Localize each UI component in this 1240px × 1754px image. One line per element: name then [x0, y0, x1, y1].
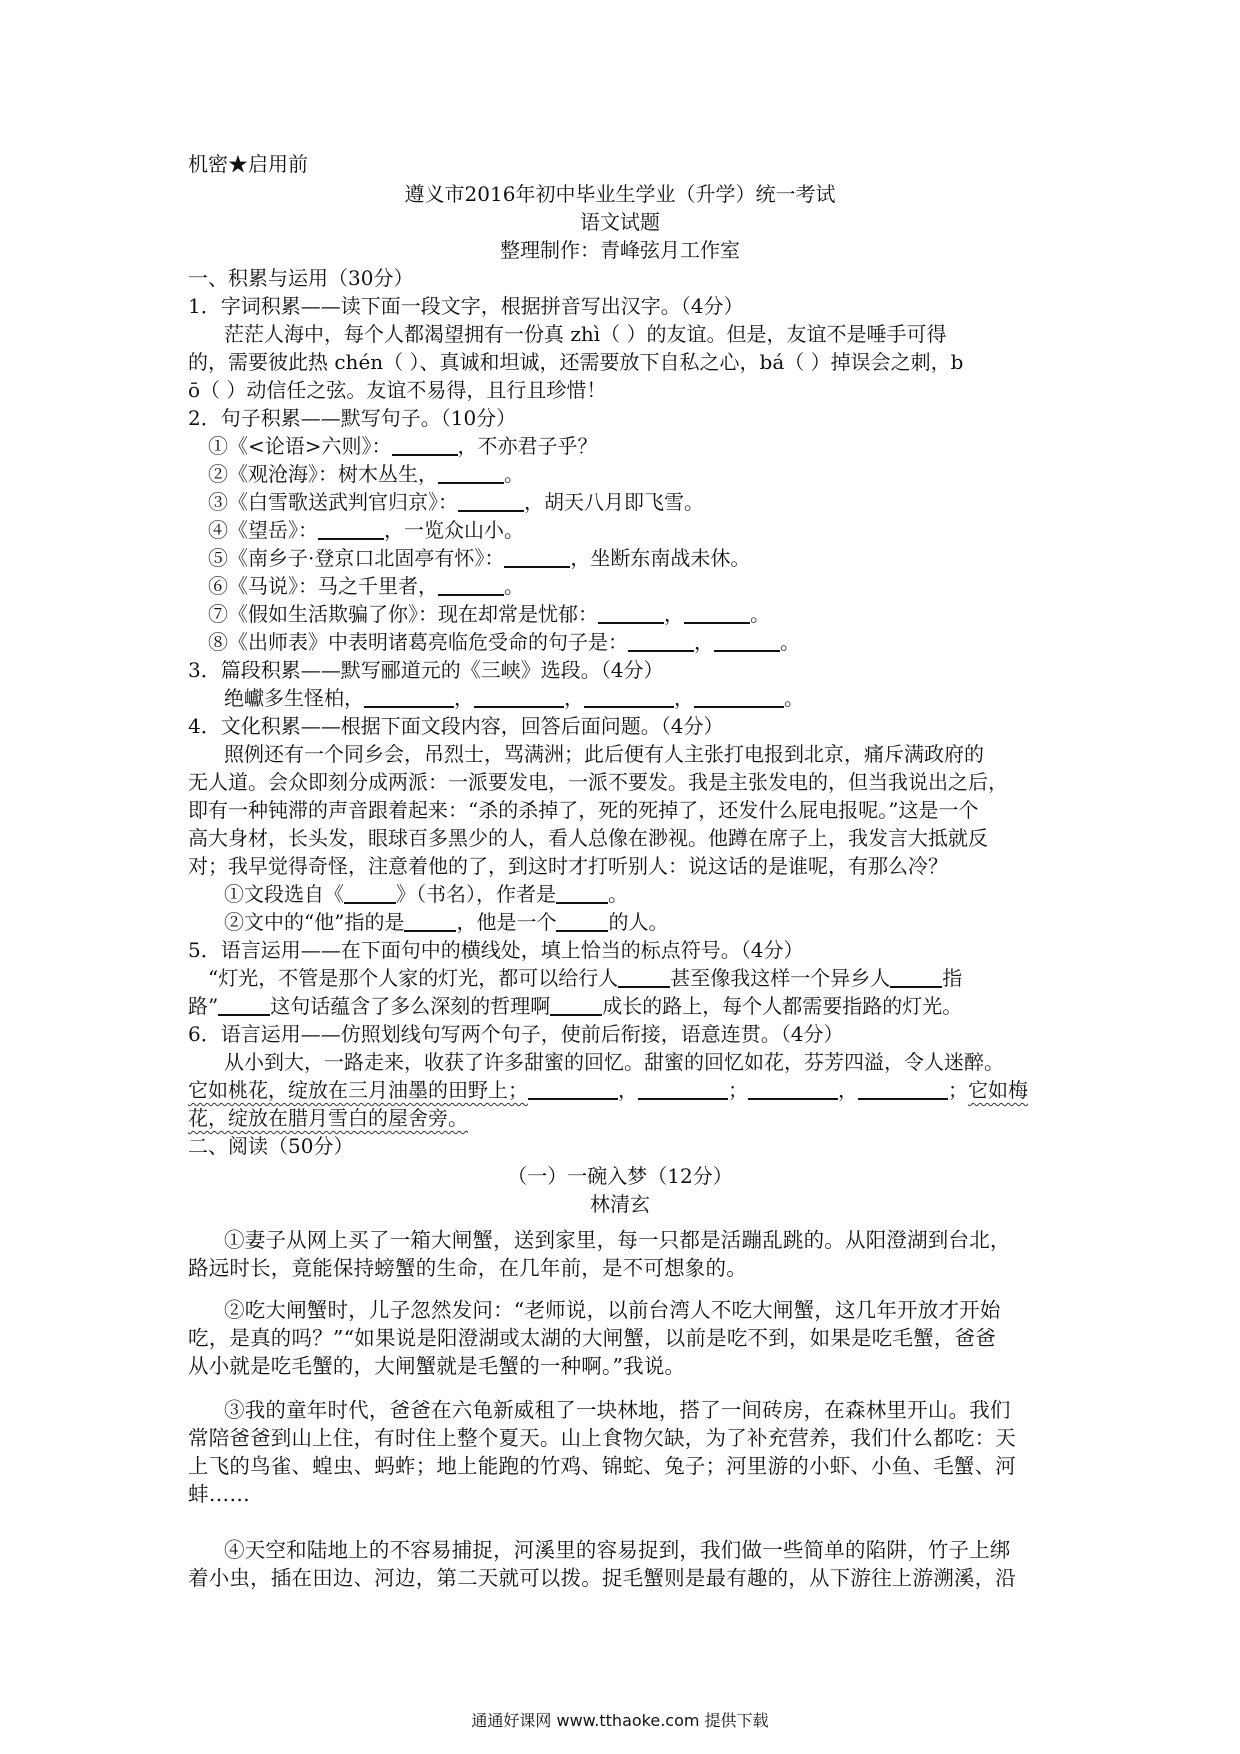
reading-paragraph [188, 1536, 1058, 1592]
part1-heading: 一、积累与运用（30分） [188, 266, 414, 290]
q2-item-text: 。 [780, 630, 800, 654]
reading-paragraph [188, 1396, 1058, 1508]
q3-sep: ， [454, 686, 474, 710]
q6-line-1: 从小到大，一路走来，收获了许多甜蜜的回忆。甜蜜的回忆如花，芬芳四溢，令人迷醉。 [224, 1050, 1004, 1074]
q2-item [208, 572, 524, 600]
q2-item [208, 488, 704, 516]
answer-blank[interactable] [528, 1078, 618, 1100]
answer-blank[interactable] [404, 910, 456, 932]
q4-text: ，他是一个 [456, 910, 557, 934]
answer-blank[interactable] [598, 602, 664, 624]
reading-section-title: （一）一碗入梦（12分） [507, 1164, 733, 1188]
q3-end: 。 [784, 686, 804, 710]
paragraph-line: 从小就是吃毛蟹的，大闸蟹就是毛蟹的一种啊。”我说。 [188, 1354, 686, 1378]
q4-text: 。 [608, 882, 628, 906]
answer-blank[interactable] [694, 686, 784, 708]
paragraph-line: 常陪爸爸到山上住，有时住上整个夏天。山上食物欠缺，为了补充营养，我们什么都吃：天 [188, 1426, 1016, 1450]
answer-blank[interactable] [218, 994, 270, 1016]
q6-sep: ， [838, 1078, 858, 1102]
footer-source: 通通好课网 www.tthaoke.com 提供下载 [471, 1711, 769, 1730]
q4-text: ①文段选自《 [224, 882, 344, 906]
answer-blank[interactable] [556, 910, 608, 932]
q5-text: 路” [188, 994, 219, 1018]
q2-item [208, 544, 750, 572]
q5-text: 这句话蕴含了多么深刻的哲理啊 [270, 994, 551, 1018]
q2-item-text: ⑦《假如生活欺骗了你》：现在却常是忧郁： [208, 602, 598, 626]
exam-title: 遵义市2016年初中毕业生学业（升学）统一考试 [404, 182, 836, 206]
q2-item-text: ④《望岳》： [208, 518, 318, 542]
q2-item-text: ，不亦君子乎？ [457, 434, 598, 458]
confidential-label: 机密★启用前 [188, 152, 308, 176]
q4-sub1 [224, 880, 628, 908]
q2-item-text: ，胡天八月即飞雪。 [524, 490, 704, 514]
q2-item-text: ， [664, 602, 684, 626]
answer-blank[interactable] [474, 686, 564, 708]
answer-blank[interactable] [684, 602, 750, 624]
q2-item-text: 。 [504, 462, 524, 486]
q4-text: ②文中的“他”指的是 [224, 910, 405, 934]
q6-title: 6．语言运用——仿照划线句写两个句子，使前后衔接，语意连贯。（4分） [188, 1022, 844, 1046]
answer-blank[interactable] [858, 1078, 948, 1100]
q5-text: 指 [942, 966, 963, 990]
q4-passage-line: 照例还有一个同乡会，吊烈士，骂满洲；此后便有人主张打电报到北京，痛斥满政府的 [224, 742, 984, 766]
q1-line-3: ō（ ）动信任之弦。友谊不易得，且行且珍惜！ [188, 378, 607, 402]
q5-title: 5．语言运用——在下面句中的横线处，填上恰当的标点符号。（4分） [188, 938, 804, 962]
answer-blank[interactable] [550, 994, 602, 1016]
producer-line: 整理制作：青峰弦月工作室 [500, 238, 740, 262]
q4-passage-line: 无人道。会众即刻分成两派：一派要发电，一派不要发。我是主张发电的，但当我说出之后， [188, 770, 1008, 794]
q2-item-text: ，坐断东南战未休。 [570, 546, 751, 570]
q5-text: “灯光，不管是那个人家的灯光，都可以给行人 [208, 966, 619, 990]
answer-blank[interactable] [556, 882, 608, 904]
paragraph-line: 吃，是真的吗？”“如果说是阳澄湖或太湖的大闸蟹，以前是吃不到，如果是吃毛蟹，爸爸 [188, 1326, 996, 1350]
exam-subtitle: 语文试题 [580, 210, 660, 234]
q2-item-text: 。 [750, 602, 770, 626]
q4-text: 》（书名），作者是 [396, 882, 556, 906]
q3-line [224, 684, 804, 712]
answer-blank[interactable] [438, 462, 504, 484]
q6-line-3 [188, 1104, 468, 1132]
q6-sep: ； [948, 1078, 968, 1102]
answer-blank[interactable] [628, 630, 694, 652]
q5-line-2 [188, 992, 962, 1020]
paragraph-line: 上飞的鸟雀、蝗虫、蚂蚱；地上能跑的竹鸡、锦蛇、兔子；河里游的小虾、小鱼、毛蟹、河 [188, 1454, 1016, 1478]
q4-sub2 [224, 908, 668, 936]
paragraph-line: 路远时长，竟能保持螃蟹的生命，在几年前，是不可想象的。 [188, 1256, 747, 1280]
q5-line-1 [208, 964, 962, 992]
q1-line-2: 的，需要彼此热 chén（ ）、真诚和坦诚，还需要放下自私之心，bá（ ）掉误会之刺，b [188, 350, 964, 374]
q2-item [208, 600, 770, 628]
q3-sep: ， [564, 686, 584, 710]
q4-passage-line: 即有一种钝滞的声音跟着起来：“杀的杀掉了，死的死掉了，还发什么屁电报呢。”这是一个 [188, 798, 979, 822]
answer-blank[interactable] [458, 490, 524, 512]
q2-item-text: ⑧《出师表》中表明诸葛亮临危受命的句子是： [208, 630, 628, 654]
answer-blank[interactable] [438, 574, 504, 596]
answer-blank[interactable] [890, 966, 942, 988]
q2-item-text: ③《白雪歌送武判官归京》： [208, 490, 458, 514]
answer-blank[interactable] [364, 686, 454, 708]
q3-sep: ， [674, 686, 694, 710]
q5-text: 甚至像我这样一个异乡人 [670, 966, 891, 990]
q1-line-1: 茫茫人海中，每个人都渴望拥有一份真 zhì（ ）的友谊。但是，友谊不是唾手可得 [224, 322, 947, 346]
q2-item-text: ②《观沧海》：树木丛生， [208, 462, 438, 486]
q4-passage-line: 对；我早觉得奇怪，注意着他的了，到这时才打听别人：说这话的是谁呢，有那么冷？ [188, 854, 948, 878]
q2-item-text: 。 [504, 574, 524, 598]
paragraph-line: ②吃大闸蟹时，儿子忽然发问：“老师说，以前台湾人不吃大闸蟹，这几年开放才开始 [224, 1298, 1001, 1322]
q6-model-sentence: 它如桃花，绽放在三月油墨的田野上； [188, 1078, 528, 1102]
answer-blank[interactable] [504, 546, 570, 568]
q6-sep: ， [618, 1078, 638, 1102]
q6-model-sentence: 花，绽放在腊月雪白的屋舍旁。 [188, 1106, 468, 1130]
reading-paragraph [188, 1296, 1058, 1380]
answer-blank[interactable] [714, 630, 780, 652]
answer-blank[interactable] [748, 1078, 838, 1100]
part2-heading: 二、阅读（50分） [188, 1134, 354, 1158]
q2-item [208, 460, 524, 488]
q2-item [208, 516, 524, 544]
q6-model-sentence: 它如梅 [968, 1078, 1028, 1102]
q6-sep: ； [728, 1078, 748, 1102]
paragraph-line: ③我的童年时代，爸爸在六龟新威租了一块林地，搭了一间砖房，在森林里开山。我们 [224, 1398, 1011, 1422]
paragraph-line: ④天空和陆地上的不容易捕捉，河溪里的容易捉到，我们做一些简单的陷阱，竹子上绑 [224, 1538, 1011, 1562]
answer-blank[interactable] [318, 518, 384, 540]
q2-item-text: ⑤《南乡子·登京口北固亭有怀》： [208, 546, 505, 570]
reading-paragraph [188, 1226, 1058, 1282]
answer-blank[interactable] [618, 966, 670, 988]
q2-item-text: ，一览众山小。 [384, 518, 524, 542]
q4-passage-line: 高大身材，长头发，眼球百多黑少的人，看人总像在渺视。他蹲在席子上，我发言大抵就反 [188, 826, 988, 850]
q2-item-text: ⑥《马说》：马之千里者， [208, 574, 438, 598]
q2-item [208, 628, 800, 656]
paragraph-line: ①妻子从网上买了一箱大闸蟹，送到家里，每一只都是活蹦乱跳的。从阳澄湖到台北， [224, 1228, 1011, 1252]
q1-title: 1．字词积累——读下面一段文字，根据拼音写出汉字。（4分） [188, 294, 744, 318]
paragraph-line: 着小虫，插在田边、河边，第二天就可以拨。捉毛蟹则是最有趣的，从下游往上游溯溪，沿 [188, 1566, 1016, 1590]
answer-blank[interactable] [584, 686, 674, 708]
q2-item [208, 432, 598, 460]
answer-blank[interactable] [638, 1078, 728, 1100]
q2-item-text: ， [694, 630, 714, 654]
q3-title: 3．篇段积累——默写郦道元的《三峡》选段。（4分） [188, 658, 664, 682]
q6-line-2 [188, 1076, 1028, 1104]
reading-author: 林清玄 [590, 1192, 650, 1216]
q4-text: 的人。 [608, 910, 669, 934]
answer-blank[interactable] [392, 434, 458, 456]
q5-text: 成长的路上，每个人都需要指路的灯光。 [602, 994, 963, 1018]
answer-blank[interactable] [344, 882, 396, 904]
paragraph-line: 蚌…… [188, 1482, 251, 1506]
q2-title: 2．句子积累——默写句子。（10分） [188, 406, 517, 430]
q3-text: 绝巘多生怪柏， [224, 686, 364, 710]
q4-title: 4．文化积累——根据下面文段内容，回答后面问题。（4分） [188, 714, 724, 738]
q2-item-text: ①《<论语>六则》： [208, 434, 392, 458]
